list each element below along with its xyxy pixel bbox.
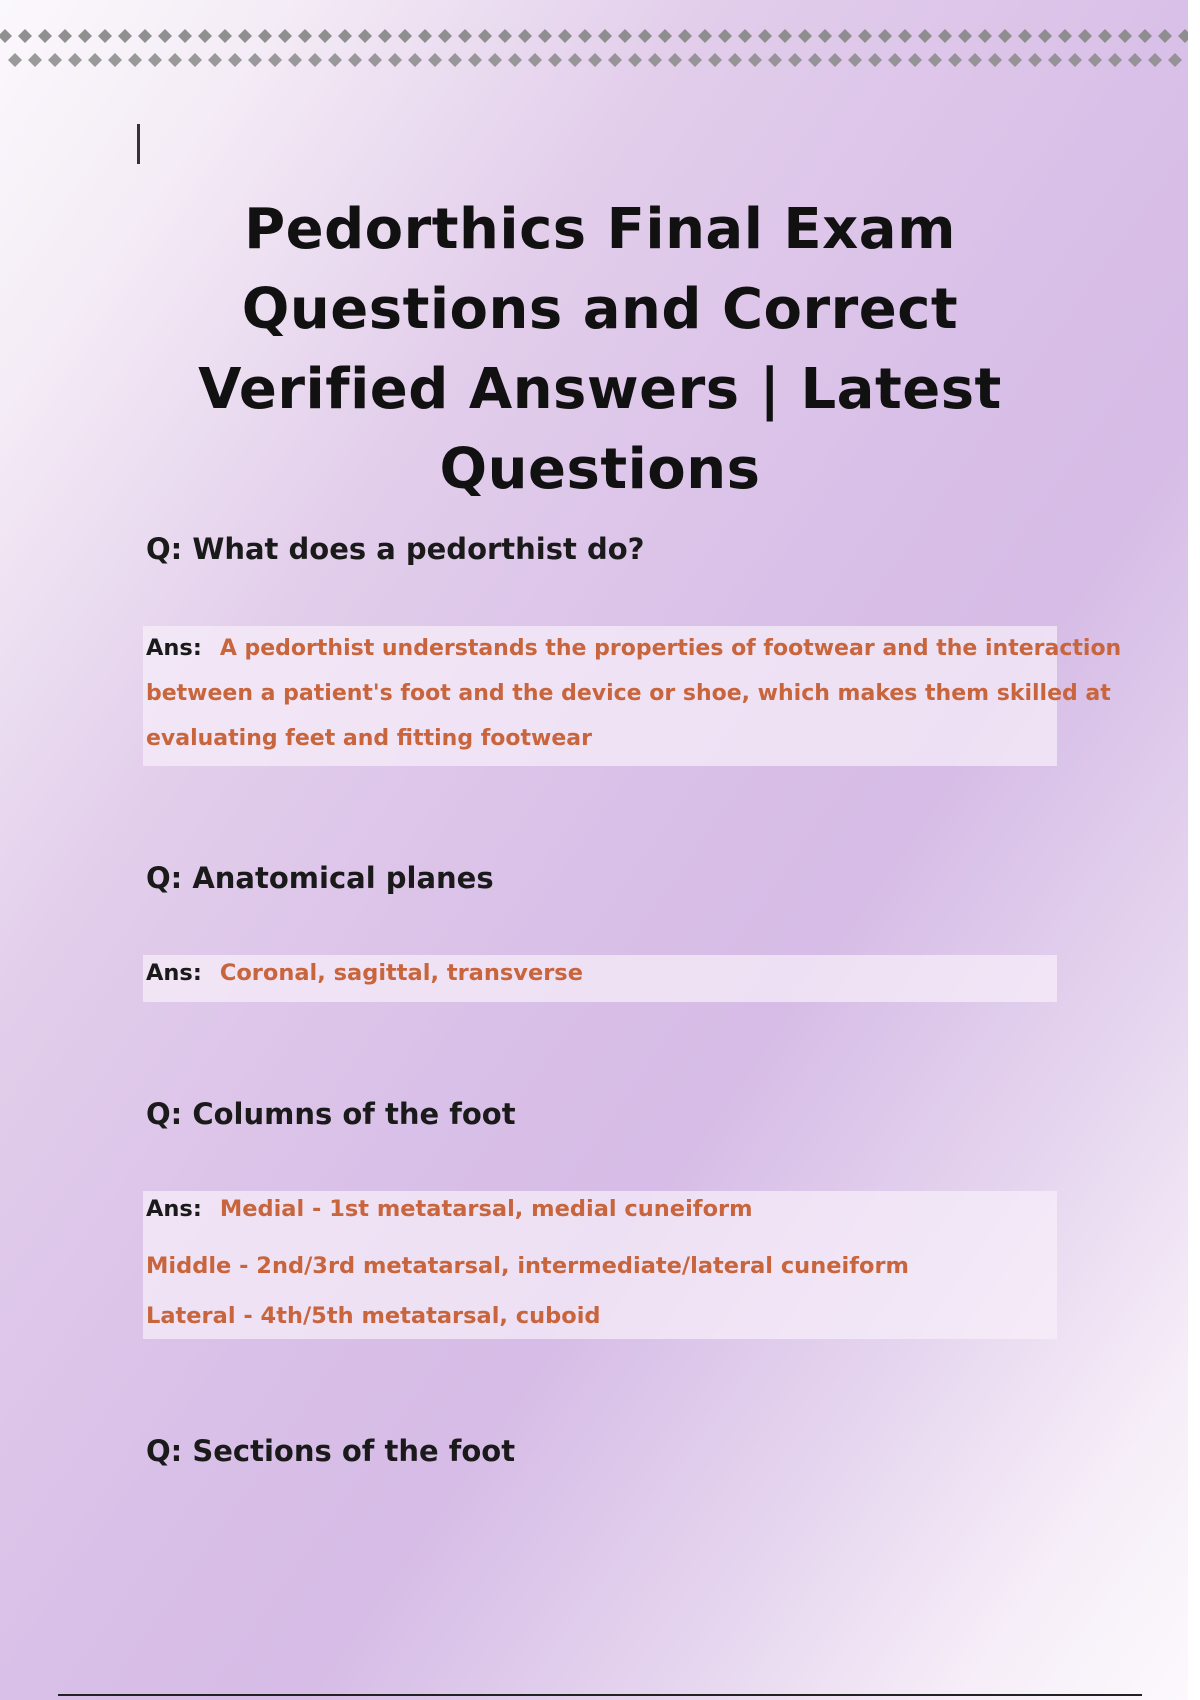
diamond-shape [948, 53, 962, 67]
diamond-shape [918, 29, 932, 43]
question-2: Q: Anatomical planes [146, 861, 494, 895]
diamond-shape [668, 53, 682, 67]
diamond-shape [1008, 53, 1022, 67]
question-4: Q: Sections of the foot [146, 1434, 516, 1468]
diamond-shape [458, 29, 472, 43]
diamond-shape [488, 53, 502, 67]
diamond-shape [28, 53, 42, 67]
diamond-shape [1108, 53, 1122, 67]
question-3: Q: Columns of the foot [146, 1097, 516, 1131]
document-title [160, 190, 1040, 510]
diamond-shape [768, 53, 782, 67]
page-bottom-rule [58, 1694, 1142, 1696]
diamond-shape [958, 29, 972, 43]
diamond-shape [118, 29, 132, 43]
diamond-shape [258, 29, 272, 43]
diamond-shape [298, 29, 312, 43]
diamond-shape [928, 53, 942, 67]
diamond-shape [618, 29, 632, 43]
answer-line [146, 626, 1122, 671]
diamond-shape [228, 53, 242, 67]
answer-text: A pedorthist understands the properties of footwear and the interaction [219, 636, 1122, 661]
answer-label: Ans: [146, 1196, 202, 1222]
diamond-shape [568, 53, 582, 67]
answer-line [146, 1191, 1055, 1227]
diamond-shape [408, 53, 422, 67]
diamond-shape [378, 29, 392, 43]
diamond-shape [1138, 29, 1152, 43]
diamond-shape [868, 53, 882, 67]
diamond-shape [398, 29, 412, 43]
diamond-shape [558, 29, 572, 43]
diamond-shape [628, 53, 642, 67]
diamond-shape [678, 29, 692, 43]
diamond-shape [818, 29, 832, 43]
diamond-shape [278, 29, 292, 43]
diamond-shape [858, 29, 872, 43]
diamond-shape [1168, 53, 1182, 67]
answer-label: Ans: [146, 635, 202, 661]
diamond-shape [58, 29, 72, 43]
diamond-shape [68, 53, 82, 67]
answer-line: Lateral - 4th/5th metatarsal, cuboid [146, 1303, 601, 1329]
diamond-shape [1068, 53, 1082, 67]
diamond-shape [988, 53, 1002, 67]
diamond-shape [798, 29, 812, 43]
diamond-shape [808, 53, 822, 67]
diamond-shape [1098, 29, 1112, 43]
diamond-shape [218, 29, 232, 43]
diamond-shape [138, 29, 152, 43]
question-1: Q: What does a pedorthist do? [146, 532, 645, 566]
diamond-shape [268, 53, 282, 67]
diamond-shape [578, 29, 592, 43]
diamond-shape [718, 29, 732, 43]
diamond-shape [598, 29, 612, 43]
diamond-shape [1148, 53, 1162, 67]
diamond-shape [308, 53, 322, 67]
diamond-shape [478, 29, 492, 43]
answer-label: Ans: [146, 960, 202, 986]
answer-box-3 [143, 1191, 1057, 1339]
diamond-shape [328, 53, 342, 67]
answer-line [146, 955, 1055, 991]
diamond-shape [38, 29, 52, 43]
diamond-shape [428, 53, 442, 67]
diamond-shape [968, 53, 982, 67]
diamond-shape [688, 53, 702, 67]
diamond-shape [828, 53, 842, 67]
diamond-shape [1028, 53, 1042, 67]
diamond-shape [1158, 29, 1172, 43]
diamond-shape [338, 29, 352, 43]
diamond-pattern-border [0, 26, 1200, 74]
diamond-shape [788, 53, 802, 67]
diamond-shape [998, 29, 1012, 43]
diamond-shape [838, 29, 852, 43]
answer-line: Middle - 2nd/3rd metatarsal, intermediate/lateral cuneiform [146, 1253, 909, 1279]
diamond-shape [1178, 29, 1192, 43]
diamond-shape [1118, 29, 1132, 43]
diamond-shape [1048, 53, 1062, 67]
diamond-shape [848, 53, 862, 67]
text-cursor [137, 124, 140, 164]
diamond-shape [498, 29, 512, 43]
diamond-shape [658, 29, 672, 43]
title-line: Questions and Correct [241, 277, 959, 342]
diamond-shape [198, 29, 212, 43]
diamond-shape [878, 29, 892, 43]
diamond-shape [608, 53, 622, 67]
diamond-shape [748, 53, 762, 67]
title-line: Pedorthics Final Exam [244, 197, 956, 262]
diamond-shape [758, 29, 772, 43]
diamond-shape [248, 53, 262, 67]
diamond-shape [148, 53, 162, 67]
diamond-shape [18, 29, 32, 43]
diamond-shape [88, 53, 102, 67]
diamond-shape [358, 29, 372, 43]
diamond-shape [1018, 29, 1032, 43]
diamond-shape [738, 29, 752, 43]
diamond-shape [288, 53, 302, 67]
diamond-shape [208, 53, 222, 67]
title-line: Verified Answers | Latest [198, 357, 1002, 422]
diamond-shape [348, 53, 362, 67]
diamond-shape [108, 53, 122, 67]
diamond-shape [508, 53, 522, 67]
answer-text: Medial - 1st metatarsal, medial cuneiform [219, 1196, 753, 1222]
diamond-shape [48, 53, 62, 67]
diamond-shape [388, 53, 402, 67]
diamond-shape [888, 53, 902, 67]
diamond-shape [638, 29, 652, 43]
answer-line: evaluating feet and fitting footwear [146, 726, 592, 751]
diamond-shape [728, 53, 742, 67]
diamond-shape [518, 29, 532, 43]
diamond-shape [648, 53, 662, 67]
diamond-shape [548, 53, 562, 67]
diamond-shape [168, 53, 182, 67]
diamond-shape [128, 53, 142, 67]
diamond-shape [438, 29, 452, 43]
answer-box-2 [143, 955, 1057, 1002]
diamond-shape [78, 29, 92, 43]
diamond-shape [1058, 29, 1072, 43]
diamond-shape [528, 53, 542, 67]
diamond-shape [538, 29, 552, 43]
title-line: Questions [439, 437, 761, 502]
diamond-shape [0, 29, 12, 43]
diamond-shape [1128, 53, 1142, 67]
diamond-shape [448, 53, 462, 67]
diamond-shape [778, 29, 792, 43]
diamond-shape [8, 53, 22, 67]
diamond-shape [1188, 53, 1200, 67]
diamond-shape [368, 53, 382, 67]
diamond-shape [158, 29, 172, 43]
diamond-shape [708, 53, 722, 67]
diamond-shape [468, 53, 482, 67]
answer-box-1 [143, 626, 1122, 766]
diamond-shape [178, 29, 192, 43]
diamond-shape [238, 29, 252, 43]
diamond-shape [1078, 29, 1092, 43]
diamond-shape [418, 29, 432, 43]
diamond-shape [188, 53, 202, 67]
answer-line: between a patient's foot and the device or shoe, which makes them skilled at [146, 681, 1111, 706]
diamond-shape [978, 29, 992, 43]
diamond-shape [908, 53, 922, 67]
diamond-shape [1088, 53, 1102, 67]
diamond-shape [318, 29, 332, 43]
diamond-shape [938, 29, 952, 43]
diamond-shape [898, 29, 912, 43]
diamond-shape [98, 29, 112, 43]
diamond-shape [1038, 29, 1052, 43]
diamond-shape [588, 53, 602, 67]
diamond-shape [698, 29, 712, 43]
answer-text: Coronal, sagittal, transverse [219, 960, 583, 986]
